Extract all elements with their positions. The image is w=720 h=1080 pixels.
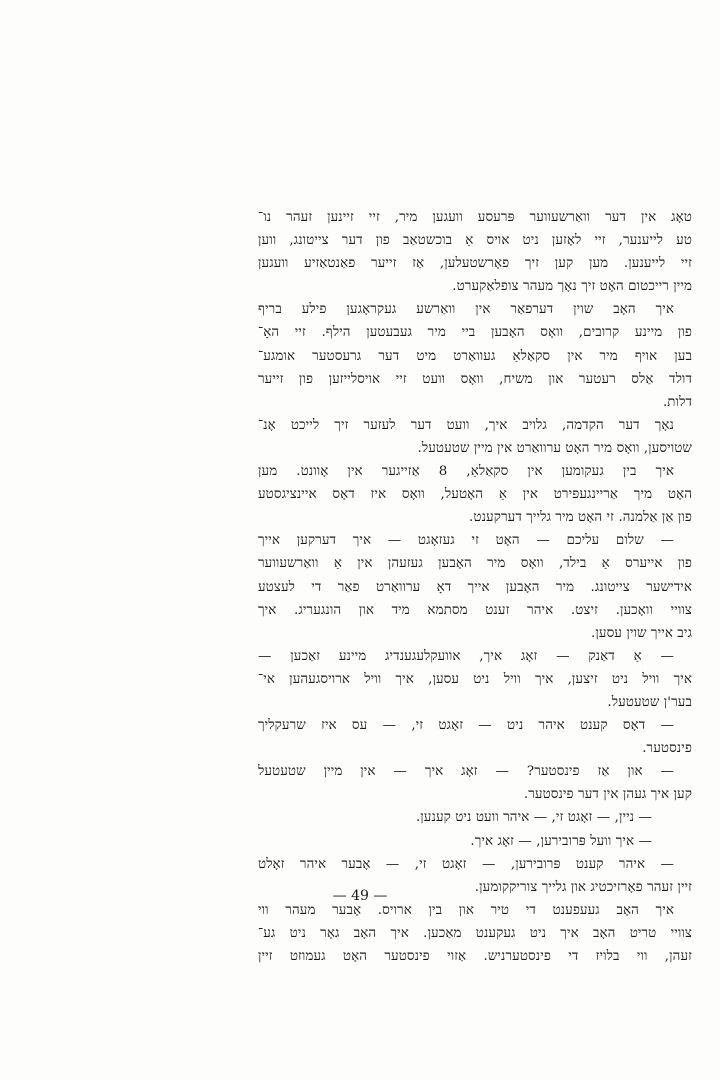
text-line: זיין זעהר פאָרזיכטיג און גלייך צוריקקומען. xyxy=(474,879,692,895)
text-line: איך האָב שוין דערפאַר אין וואַרשע געקראָגען פילע בריף xyxy=(258,302,674,318)
text-line: קען איך געהן אין דער פינסטער. xyxy=(523,787,692,803)
text-line: בען אויף מיר אין סקאַלאַ געוואַרט מיט דער גרעסטער אומגע־ xyxy=(258,348,692,364)
text-line: בער'ן שטעטעל. xyxy=(607,694,692,710)
text-line: נאָך דער הקדמה, גלויב איך, וועט דער לעזער זיך לייכט אָנ־ xyxy=(258,417,674,433)
text-line: טע לייענער, זיי לאָזען ניט אויס אַ בוכשטאַב פון דער צייטונג, ווען xyxy=(258,233,692,249)
text-line: איך האָב געעפענט די טיר און בין ארויס. אָבער מעהר ווי xyxy=(258,902,674,918)
text-line: דלות. xyxy=(662,394,692,410)
text-line: — איהר קענט פּרובירען, — זאָגט זי, — אָבער איהר זאָלט xyxy=(258,856,674,872)
text-line: אידישער צייטונג. מיר האָבען אייך דאָ ערוואַרט פאַר די לעצטע xyxy=(258,579,692,595)
text-line: זיי לייענען. מען קען זיך פאָרשטעלען, אַז זייער פאַנטאַזיע וועגען xyxy=(258,256,692,272)
text-line: — אַ דאַנק — זאָג איך, אוועקלעגענדיג מיינע זאַכען — xyxy=(258,648,674,664)
text-line: גיב אייך שוין עסען. xyxy=(591,625,692,641)
text-line: — ניין, — זאָגט זי, — איהר וועט ניט קענען. xyxy=(415,810,652,826)
text-line: — דאָס קענט איהר ניט — זאָגט זי, — עס איז שרעקליך xyxy=(258,718,674,734)
text-line: פון מיינע קרובים, וואָס האָבען ביי מיר געבעטען הילף. זיי האָ־ xyxy=(258,325,692,341)
text-line: מיין רייכטום האָט זיך נאָך מעהר צופלאַקערט. xyxy=(452,279,692,295)
text-line: זעהן, ווי בלויז די פינסטערניש. אַזוי פינסטער האָט געמוזט זיין xyxy=(258,949,692,964)
text-line: שטויסען, וואָס מיר האָט ערוואַרט אין מיין שטעטעל. xyxy=(417,440,692,456)
text-line: — און אַז פינסטער? — זאָג איך — אין מיין שטעטעל xyxy=(258,764,674,780)
text-line: איך בין געקומען אין סקאַלאַ, 8 אַזייגער אין אָוונט. מען xyxy=(258,464,674,480)
text-line: צוויי וואָכען. זיצט. איהר זענט מסתמא מיד און הונגעריג. איך xyxy=(258,602,692,618)
text-line: פון אַן אַלמנה. זי האָט מיר גלייך דערקענט. xyxy=(469,510,692,526)
text-line: האָט מיך אַריינגעפירט אין אַ האָטעל, וואָס איז דאָס איינציגסטע xyxy=(258,487,692,503)
text-line: טאָג אין דער וואַרשעווער פּרעסע וועגען מיר, זיי זיינען זעהר נו־ xyxy=(258,210,692,225)
text-line: פינסטער. xyxy=(642,741,692,757)
body-text xyxy=(258,206,692,968)
text-line: דולד אַלס רעטער און משיח, וואָס וועט זיי אויסלייזען פון זייער xyxy=(258,371,692,387)
text-line: צוויי טריט האָב איך ניט געקענט מאַכען. איך האָב גאָר ניט גע־ xyxy=(258,925,692,941)
text-line: איך וויל ניט זיצען, איך וויל ניט עסען, איך וויל ארויסגעהען אי־ xyxy=(258,671,692,687)
page-number: — 49 — xyxy=(332,888,388,904)
text-line: — איך וועל פּרובירען, — זאָג איך. xyxy=(470,833,652,849)
text-line: פון אייערס אַ בילד, וואָס מיר האָבען געזעהן אין אַ וואַרשעווער xyxy=(258,556,692,572)
text-line: — שלום עליכם — האָט זי געזאָגט — איך דערקען אייך xyxy=(258,533,674,549)
